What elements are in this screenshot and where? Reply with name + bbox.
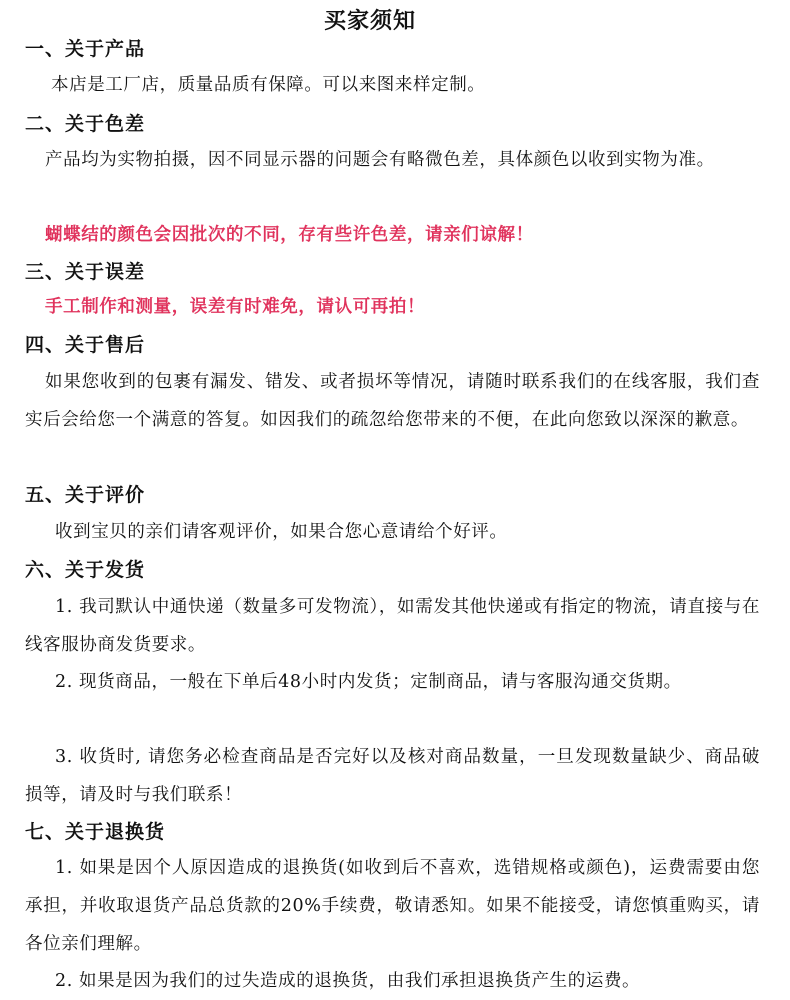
section-heading-shipping: 六、关于发货 [25, 559, 146, 581]
section-text-shipping-1: 1. 我司默认中通快递（数量多可发物流），如需发其他快递或有指定的物流，请直接与在线客服协商发货要求。 [25, 597, 760, 655]
section-text-aftersales: 如果您收到的包裹有漏发、错发、或者损坏等情况，请随时联系我们的在线客服，我们查实后会给您一个满意的答复。如因我们的疏忽给您带来的不便，在此向您致以深深的歉意。 [25, 372, 760, 430]
section-heading-returns: 七、关于退换货 [25, 821, 166, 843]
section-text-returns-2: 2. 如果是因为我们的过失造成的退换货，由我们承担退换货产生的运费。 [55, 971, 641, 991]
section-heading-error: 三、关于误差 [25, 261, 146, 283]
section-text-returns-1: 1. 如果是因个人原因造成的退换货(如收到后不喜欢，选错规格或颜色)，运费需要由您承担，并收取退货产品总货款的20%手续费，敬请悉知。如果不能接受，请您慎重购买，请各位亲们理解。 [25, 858, 760, 954]
section-text-shipping-2: 2. 现货商品，一般在下单后48小时内发货；定制商品，请与客服沟通交货期。 [55, 672, 682, 692]
section-text-product: 本店是工厂店，质量品质有保障。可以来图来样定制。 [51, 75, 486, 95]
section-text-error: 手工制作和测量，误差有时难免，请认可再拍！ [45, 297, 426, 317]
section-text-shipping-3: 3. 收货时, 请您务必检查商品是否完好以及核对商品数量，一旦发现数量缺少、商品破损等，请及时与我们联系！ [25, 747, 760, 805]
page-title: 买家须知 [323, 9, 416, 34]
section-heading-color: 二、关于色差 [25, 113, 146, 135]
section-heading-review: 五、关于评价 [25, 484, 146, 506]
section-text-review: 收到宝贝的亲们请客观评价，如果合您心意请给个好评。 [55, 522, 508, 542]
section-text-color-notice: 蝴蝶结的颜色会因批次的不同，存有些许色差，请亲们谅解！ [45, 225, 534, 245]
section-heading-aftersales: 四、关于售后 [25, 334, 146, 356]
section-text-color: 产品均为实物拍摄，因不同显示器的问题会有略微色差，具体颜色以收到实物为准。 [45, 150, 715, 170]
section-heading-product: 一、关于产品 [25, 38, 146, 60]
